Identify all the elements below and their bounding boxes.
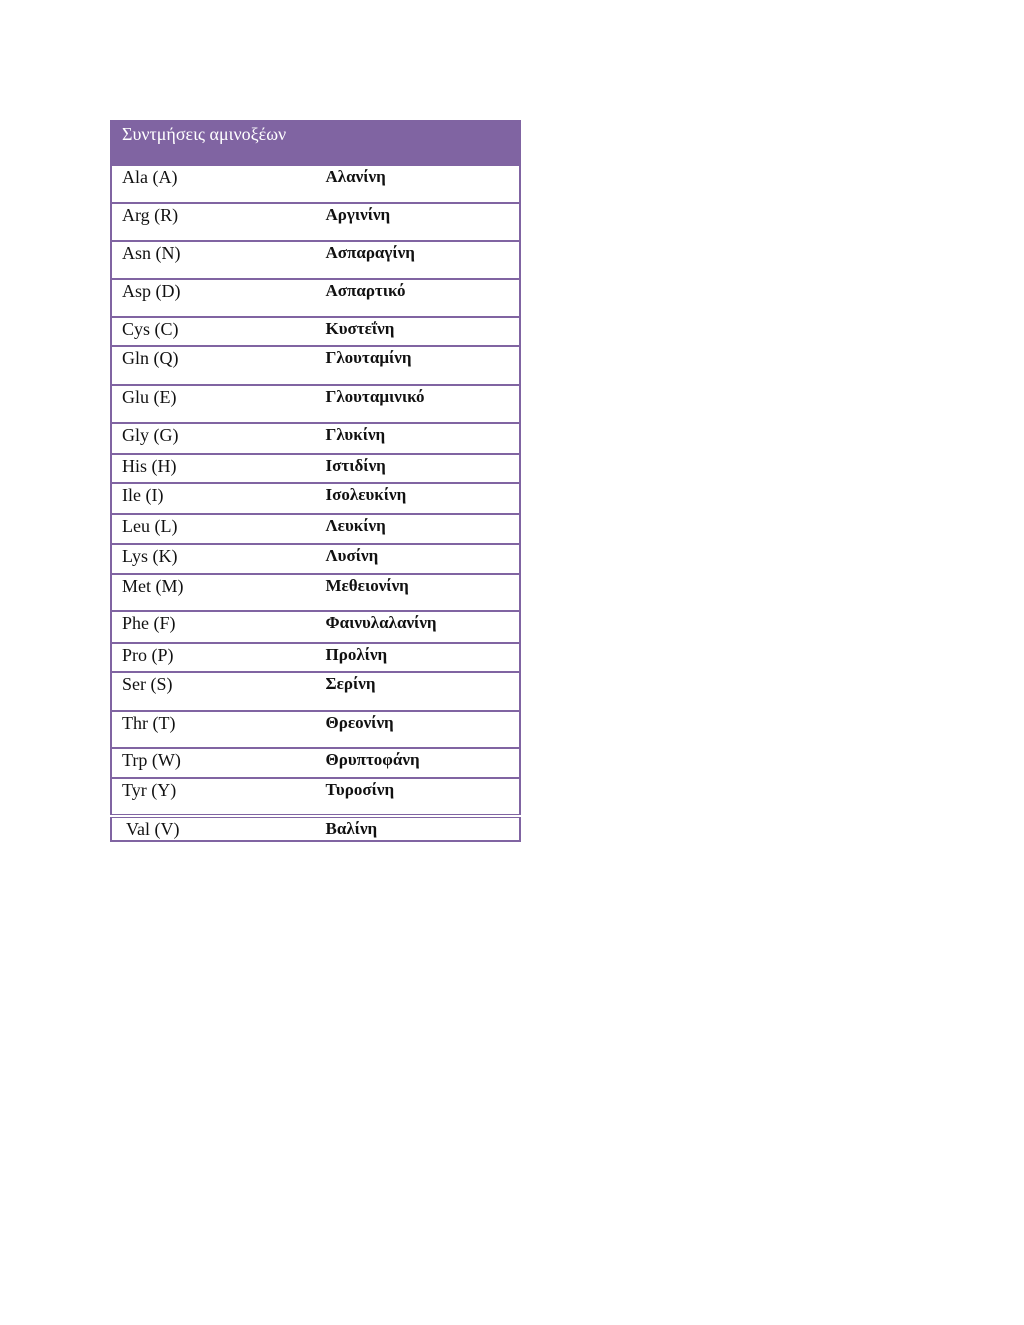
table-row bbox=[111, 279, 520, 317]
table-row bbox=[111, 611, 520, 643]
amino-abbreviation: Ile (I) bbox=[111, 483, 316, 514]
amino-name: Μεθειονίνη bbox=[316, 574, 521, 611]
amino-abbreviation: Leu (L) bbox=[111, 514, 316, 544]
amino-name: Λευκίνη bbox=[316, 514, 521, 544]
amino-name: Ασπαραγίνη bbox=[316, 241, 521, 279]
amino-abbreviation: Gly (G) bbox=[111, 423, 316, 454]
amino-name: Κυστεΐνη bbox=[316, 317, 521, 346]
amino-name: Προλίνη bbox=[316, 643, 521, 672]
amino-acid-table bbox=[110, 120, 521, 842]
amino-abbreviation: Thr (T) bbox=[111, 711, 316, 748]
amino-abbreviation: Tyr (Y) bbox=[111, 778, 316, 816]
table-row bbox=[111, 711, 520, 748]
amino-abbreviation: Phe (F) bbox=[111, 611, 316, 643]
amino-name: Γλυκίνη bbox=[316, 423, 521, 454]
table-row bbox=[111, 672, 520, 711]
amino-abbreviation: Met (M) bbox=[111, 574, 316, 611]
table-row bbox=[111, 346, 520, 385]
amino-abbreviation: Gln (Q) bbox=[111, 346, 316, 385]
amino-name: Γλουταμινικό bbox=[316, 385, 521, 423]
amino-name: Θρυπτοφάνη bbox=[316, 748, 521, 778]
table-row bbox=[111, 165, 520, 203]
table-row bbox=[111, 423, 520, 454]
table-row bbox=[111, 241, 520, 279]
table-row bbox=[111, 574, 520, 611]
amino-name: Σερίνη bbox=[316, 672, 521, 711]
amino-abbreviation: Ser (S) bbox=[111, 672, 316, 711]
table-row bbox=[111, 778, 520, 816]
amino-abbreviation: Trp (W) bbox=[111, 748, 316, 778]
amino-name: Φαινυλαλανίνη bbox=[316, 611, 521, 643]
amino-abbreviation: Arg (R) bbox=[111, 203, 316, 241]
amino-abbreviation: Lys (K) bbox=[111, 544, 316, 574]
table-row bbox=[111, 643, 520, 672]
amino-abbreviation: Ala (A) bbox=[111, 165, 316, 203]
table-row bbox=[111, 385, 520, 423]
table-row bbox=[111, 544, 520, 574]
table-row bbox=[111, 483, 520, 514]
amino-abbreviation: Pro (P) bbox=[111, 643, 316, 672]
amino-name: Αλανίνη bbox=[316, 165, 521, 203]
amino-abbreviation: Glu (E) bbox=[111, 385, 316, 423]
table-row bbox=[111, 514, 520, 544]
amino-abbreviation: Cys (C) bbox=[111, 317, 316, 346]
amino-name: Θρεονίνη bbox=[316, 711, 521, 748]
table-header-row bbox=[111, 121, 520, 165]
amino-name: Ισολευκίνη bbox=[316, 483, 521, 514]
amino-name: Ασπαρτικό bbox=[316, 279, 521, 317]
amino-name: Τυροσίνη bbox=[316, 778, 521, 816]
amino-abbreviation: Asp (D) bbox=[111, 279, 316, 317]
amino-name: Ιστιδίνη bbox=[316, 454, 521, 483]
amino-abbreviation: Val (V) bbox=[111, 816, 316, 841]
table-row bbox=[111, 748, 520, 778]
table-row bbox=[111, 203, 520, 241]
amino-name: Γλουταμίνη bbox=[316, 346, 521, 385]
table-title: Συντμήσεις αμινοξέων bbox=[111, 121, 520, 165]
table-row bbox=[111, 454, 520, 483]
table-row bbox=[111, 816, 520, 841]
amino-name: Λυσίνη bbox=[316, 544, 521, 574]
amino-name: Βαλίνη bbox=[316, 816, 521, 841]
amino-name: Αργινίνη bbox=[316, 203, 521, 241]
amino-abbreviation: His (H) bbox=[111, 454, 316, 483]
amino-abbreviation: Asn (N) bbox=[111, 241, 316, 279]
table-row bbox=[111, 317, 520, 346]
